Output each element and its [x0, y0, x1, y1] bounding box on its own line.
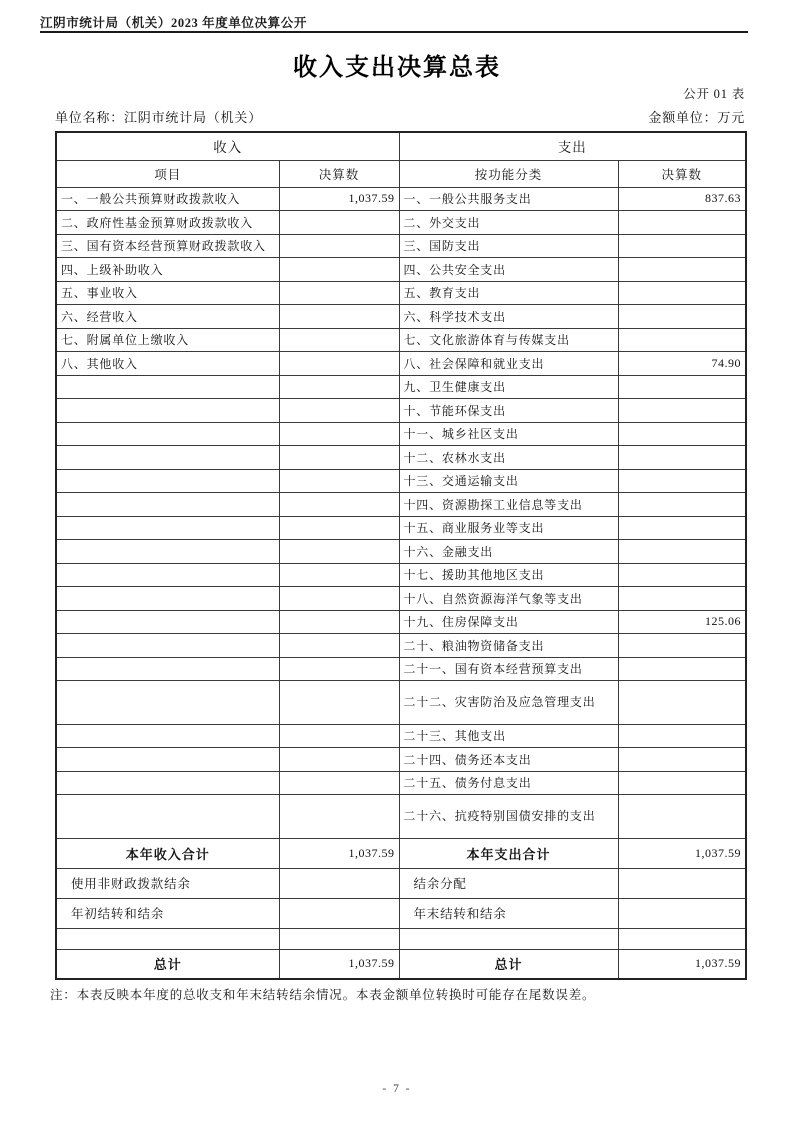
summary-right-label-cell: 本年支出合计: [399, 838, 618, 868]
income-item-cell: [56, 540, 279, 564]
table-body: [56, 187, 746, 979]
expense-item-cell: 二十五、债务付息支出: [399, 771, 618, 795]
expense-item-cell: 六、科学技术支出: [399, 305, 618, 329]
income-value-cell: [279, 540, 399, 564]
income-item-cell: [56, 375, 279, 399]
income-value-cell: [279, 258, 399, 282]
income-value-cell: [279, 422, 399, 446]
table-row: [56, 771, 746, 795]
expense-item-cell: 八、社会保障和就业支出: [399, 352, 618, 376]
income-value-cell: [279, 352, 399, 376]
expense-item-cell: 三、国防支出: [399, 234, 618, 258]
table-row: [56, 493, 746, 517]
expense-value-cell: [618, 375, 746, 399]
income-item-cell: [56, 724, 279, 748]
income-item-cell: [56, 399, 279, 423]
table-row: [56, 281, 746, 305]
summary-left-value-cell: 1,037.59: [279, 949, 399, 979]
amount-unit-label: 金额单位：万元: [648, 110, 745, 125]
income-value-column-header: 决算数: [279, 160, 399, 187]
table-row: [56, 187, 746, 211]
table-row: [56, 634, 746, 658]
table-row: [56, 681, 746, 725]
summary-right-value-cell: [618, 868, 746, 898]
income-value-cell: [279, 281, 399, 305]
unit-name-label: 单位名称：江阴市统计局（机关）: [55, 110, 263, 125]
expense-value-cell: [618, 234, 746, 258]
expense-value-cell: [618, 657, 746, 681]
expense-value-cell: [618, 724, 746, 748]
expense-item-cell: 二十三、其他支出: [399, 724, 618, 748]
expense-item-cell: 十六、金融支出: [399, 540, 618, 564]
expense-value-cell: [618, 422, 746, 446]
document-header-text: 江阴市统计局（机关）2023 年度单位决算公开: [40, 16, 307, 30]
summary-right-label-cell: [399, 928, 618, 949]
income-value-cell: [279, 771, 399, 795]
expense-value-cell: [618, 771, 746, 795]
income-item-cell: [56, 422, 279, 446]
expense-item-cell: 一、一般公共服务支出: [399, 187, 618, 211]
expense-item-cell: 四、公共安全支出: [399, 258, 618, 282]
expense-item-cell: 十五、商业服务业等支出: [399, 516, 618, 540]
summary-left-value-cell: [279, 928, 399, 949]
table-row: [56, 234, 746, 258]
income-item-column-header: 项目: [56, 160, 279, 187]
expense-value-cell: [618, 540, 746, 564]
expense-item-cell: 七、文化旅游体育与传媒支出: [399, 328, 618, 352]
table-row: [56, 724, 746, 748]
income-item-cell: [56, 493, 279, 517]
income-value-cell: [279, 795, 399, 839]
expense-item-cell: 二、外交支出: [399, 211, 618, 235]
income-item-cell: 二、政府性基金预算财政拨款收入: [56, 211, 279, 235]
expense-item-cell: 十九、住房保障支出: [399, 610, 618, 634]
table-row: [56, 516, 746, 540]
summary-right-value-cell: [618, 928, 746, 949]
income-item-cell: 八、其他收入: [56, 352, 279, 376]
summary-left-label-cell: 本年收入合计: [56, 838, 279, 868]
income-expense-table: [55, 131, 747, 980]
page-title: 收入支出决算总表: [293, 55, 501, 81]
summary-row: [56, 838, 746, 868]
summary-right-label-cell: 年末结转和结余: [399, 898, 618, 928]
table-row: [56, 587, 746, 611]
expense-value-cell: 74.90: [618, 352, 746, 376]
income-value-cell: [279, 446, 399, 470]
expense-value-column-header: 决算数: [618, 160, 746, 187]
summary-left-label-cell: 年初结转和结余: [56, 898, 279, 928]
table-row: [56, 422, 746, 446]
expense-item-cell: 五、教育支出: [399, 281, 618, 305]
table-row: [56, 657, 746, 681]
table-row: [56, 375, 746, 399]
expense-item-cell: 二十二、灾害防治及应急管理支出: [399, 681, 618, 725]
table-row: [56, 305, 746, 329]
income-value-cell: [279, 748, 399, 772]
summary-row: [56, 928, 746, 949]
summary-left-label-cell: 使用非财政拨款结余: [56, 868, 279, 898]
expense-value-cell: [618, 211, 746, 235]
expense-value-cell: [618, 516, 746, 540]
income-item-cell: [56, 610, 279, 634]
table-row: [56, 563, 746, 587]
summary-left-label-cell: [56, 928, 279, 949]
income-value-cell: [279, 681, 399, 725]
income-value-cell: [279, 211, 399, 235]
expense-section-header: 支出: [399, 132, 746, 160]
summary-right-label-cell: 总计: [399, 949, 618, 979]
expense-item-cell: 二十六、抗疫特别国债安排的支出: [399, 795, 618, 839]
table-row: [56, 540, 746, 564]
income-item-cell: 六、经营收入: [56, 305, 279, 329]
summary-right-value-cell: 1,037.59: [618, 949, 746, 979]
table-row: [56, 352, 746, 376]
table-row: [56, 748, 746, 772]
income-value-cell: [279, 493, 399, 517]
section-header-row: [56, 132, 746, 160]
income-value-cell: [279, 634, 399, 658]
summary-right-value-cell: 1,037.59: [618, 838, 746, 868]
table-row: [56, 446, 746, 470]
income-value-cell: [279, 516, 399, 540]
summary-row: [56, 898, 746, 928]
expense-item-cell: 二十、粮油物资储备支出: [399, 634, 618, 658]
income-value-cell: [279, 234, 399, 258]
header-divider: [40, 31, 748, 33]
income-item-cell: [56, 563, 279, 587]
income-item-cell: [56, 771, 279, 795]
footnote: 注：本表反映本年度的总收支和年末结转结余情况。本表金额单位转换时可能存在尾数误差。: [50, 988, 596, 1002]
table-row: [56, 469, 746, 493]
expense-value-cell: [618, 328, 746, 352]
expense-item-cell: 十三、交通运输支出: [399, 469, 618, 493]
expense-item-cell: 十八、自然资源海洋气象等支出: [399, 587, 618, 611]
expense-item-cell: 二十一、国有资本经营预算支出: [399, 657, 618, 681]
summary-right-value-cell: [618, 898, 746, 928]
income-value-cell: 1,037.59: [279, 187, 399, 211]
income-item-cell: [56, 516, 279, 540]
page-number: - 7 -: [382, 1083, 412, 1095]
expense-value-cell: [618, 681, 746, 725]
expense-item-column-header: 按功能分类: [399, 160, 618, 187]
table-meta-row: [55, 107, 745, 126]
expense-value-cell: [618, 446, 746, 470]
expense-value-cell: [618, 795, 746, 839]
summary-left-value-cell: [279, 868, 399, 898]
summary-row: [56, 949, 746, 979]
summary-row: [56, 868, 746, 898]
income-value-cell: [279, 375, 399, 399]
income-item-cell: 七、附属单位上缴收入: [56, 328, 279, 352]
income-section-header: 收入: [56, 132, 399, 160]
table-row: [56, 328, 746, 352]
income-item-cell: 四、上级补助收入: [56, 258, 279, 282]
income-value-cell: [279, 610, 399, 634]
income-item-cell: [56, 446, 279, 470]
table-row: [56, 610, 746, 634]
income-item-cell: [56, 657, 279, 681]
expense-value-cell: [618, 587, 746, 611]
table-row: [56, 211, 746, 235]
income-item-cell: 三、国有资本经营预算财政拨款收入: [56, 234, 279, 258]
summary-right-label-cell: 结余分配: [399, 868, 618, 898]
income-value-cell: [279, 469, 399, 493]
expense-value-cell: [618, 281, 746, 305]
income-value-cell: [279, 399, 399, 423]
expense-value-cell: 837.63: [618, 187, 746, 211]
expense-value-cell: 125.06: [618, 610, 746, 634]
expense-item-cell: 二十四、债务还本支出: [399, 748, 618, 772]
expense-value-cell: [618, 305, 746, 329]
income-value-cell: [279, 328, 399, 352]
expense-item-cell: 十一、城乡社区支出: [399, 422, 618, 446]
expense-value-cell: [618, 748, 746, 772]
expense-value-cell: [618, 493, 746, 517]
table-row: [56, 795, 746, 839]
income-item-cell: 五、事业收入: [56, 281, 279, 305]
income-item-cell: [56, 748, 279, 772]
expense-value-cell: [618, 399, 746, 423]
income-value-cell: [279, 305, 399, 329]
expense-value-cell: [618, 469, 746, 493]
expense-item-cell: 十四、资源勘探工业信息等支出: [399, 493, 618, 517]
income-value-cell: [279, 587, 399, 611]
expense-item-cell: 九、卫生健康支出: [399, 375, 618, 399]
table-row: [56, 399, 746, 423]
summary-left-value-cell: 1,037.59: [279, 838, 399, 868]
expense-value-cell: [618, 634, 746, 658]
expense-item-cell: 十、节能环保支出: [399, 399, 618, 423]
income-value-cell: [279, 657, 399, 681]
income-item-cell: [56, 634, 279, 658]
income-item-cell: [56, 587, 279, 611]
summary-left-label-cell: 总计: [56, 949, 279, 979]
income-value-cell: [279, 724, 399, 748]
table-row: [56, 258, 746, 282]
expense-item-cell: 十七、援助其他地区支出: [399, 563, 618, 587]
income-value-cell: [279, 563, 399, 587]
expense-item-cell: 十二、农林水支出: [399, 446, 618, 470]
expense-value-cell: [618, 563, 746, 587]
income-item-cell: 一、一般公共预算财政拨款收入: [56, 187, 279, 211]
table-number-label: 公开 01 表: [683, 87, 745, 101]
income-item-cell: [56, 795, 279, 839]
expense-value-cell: [618, 258, 746, 282]
income-item-cell: [56, 469, 279, 493]
summary-left-value-cell: [279, 898, 399, 928]
column-header-row: [56, 160, 746, 187]
income-item-cell: [56, 681, 279, 725]
